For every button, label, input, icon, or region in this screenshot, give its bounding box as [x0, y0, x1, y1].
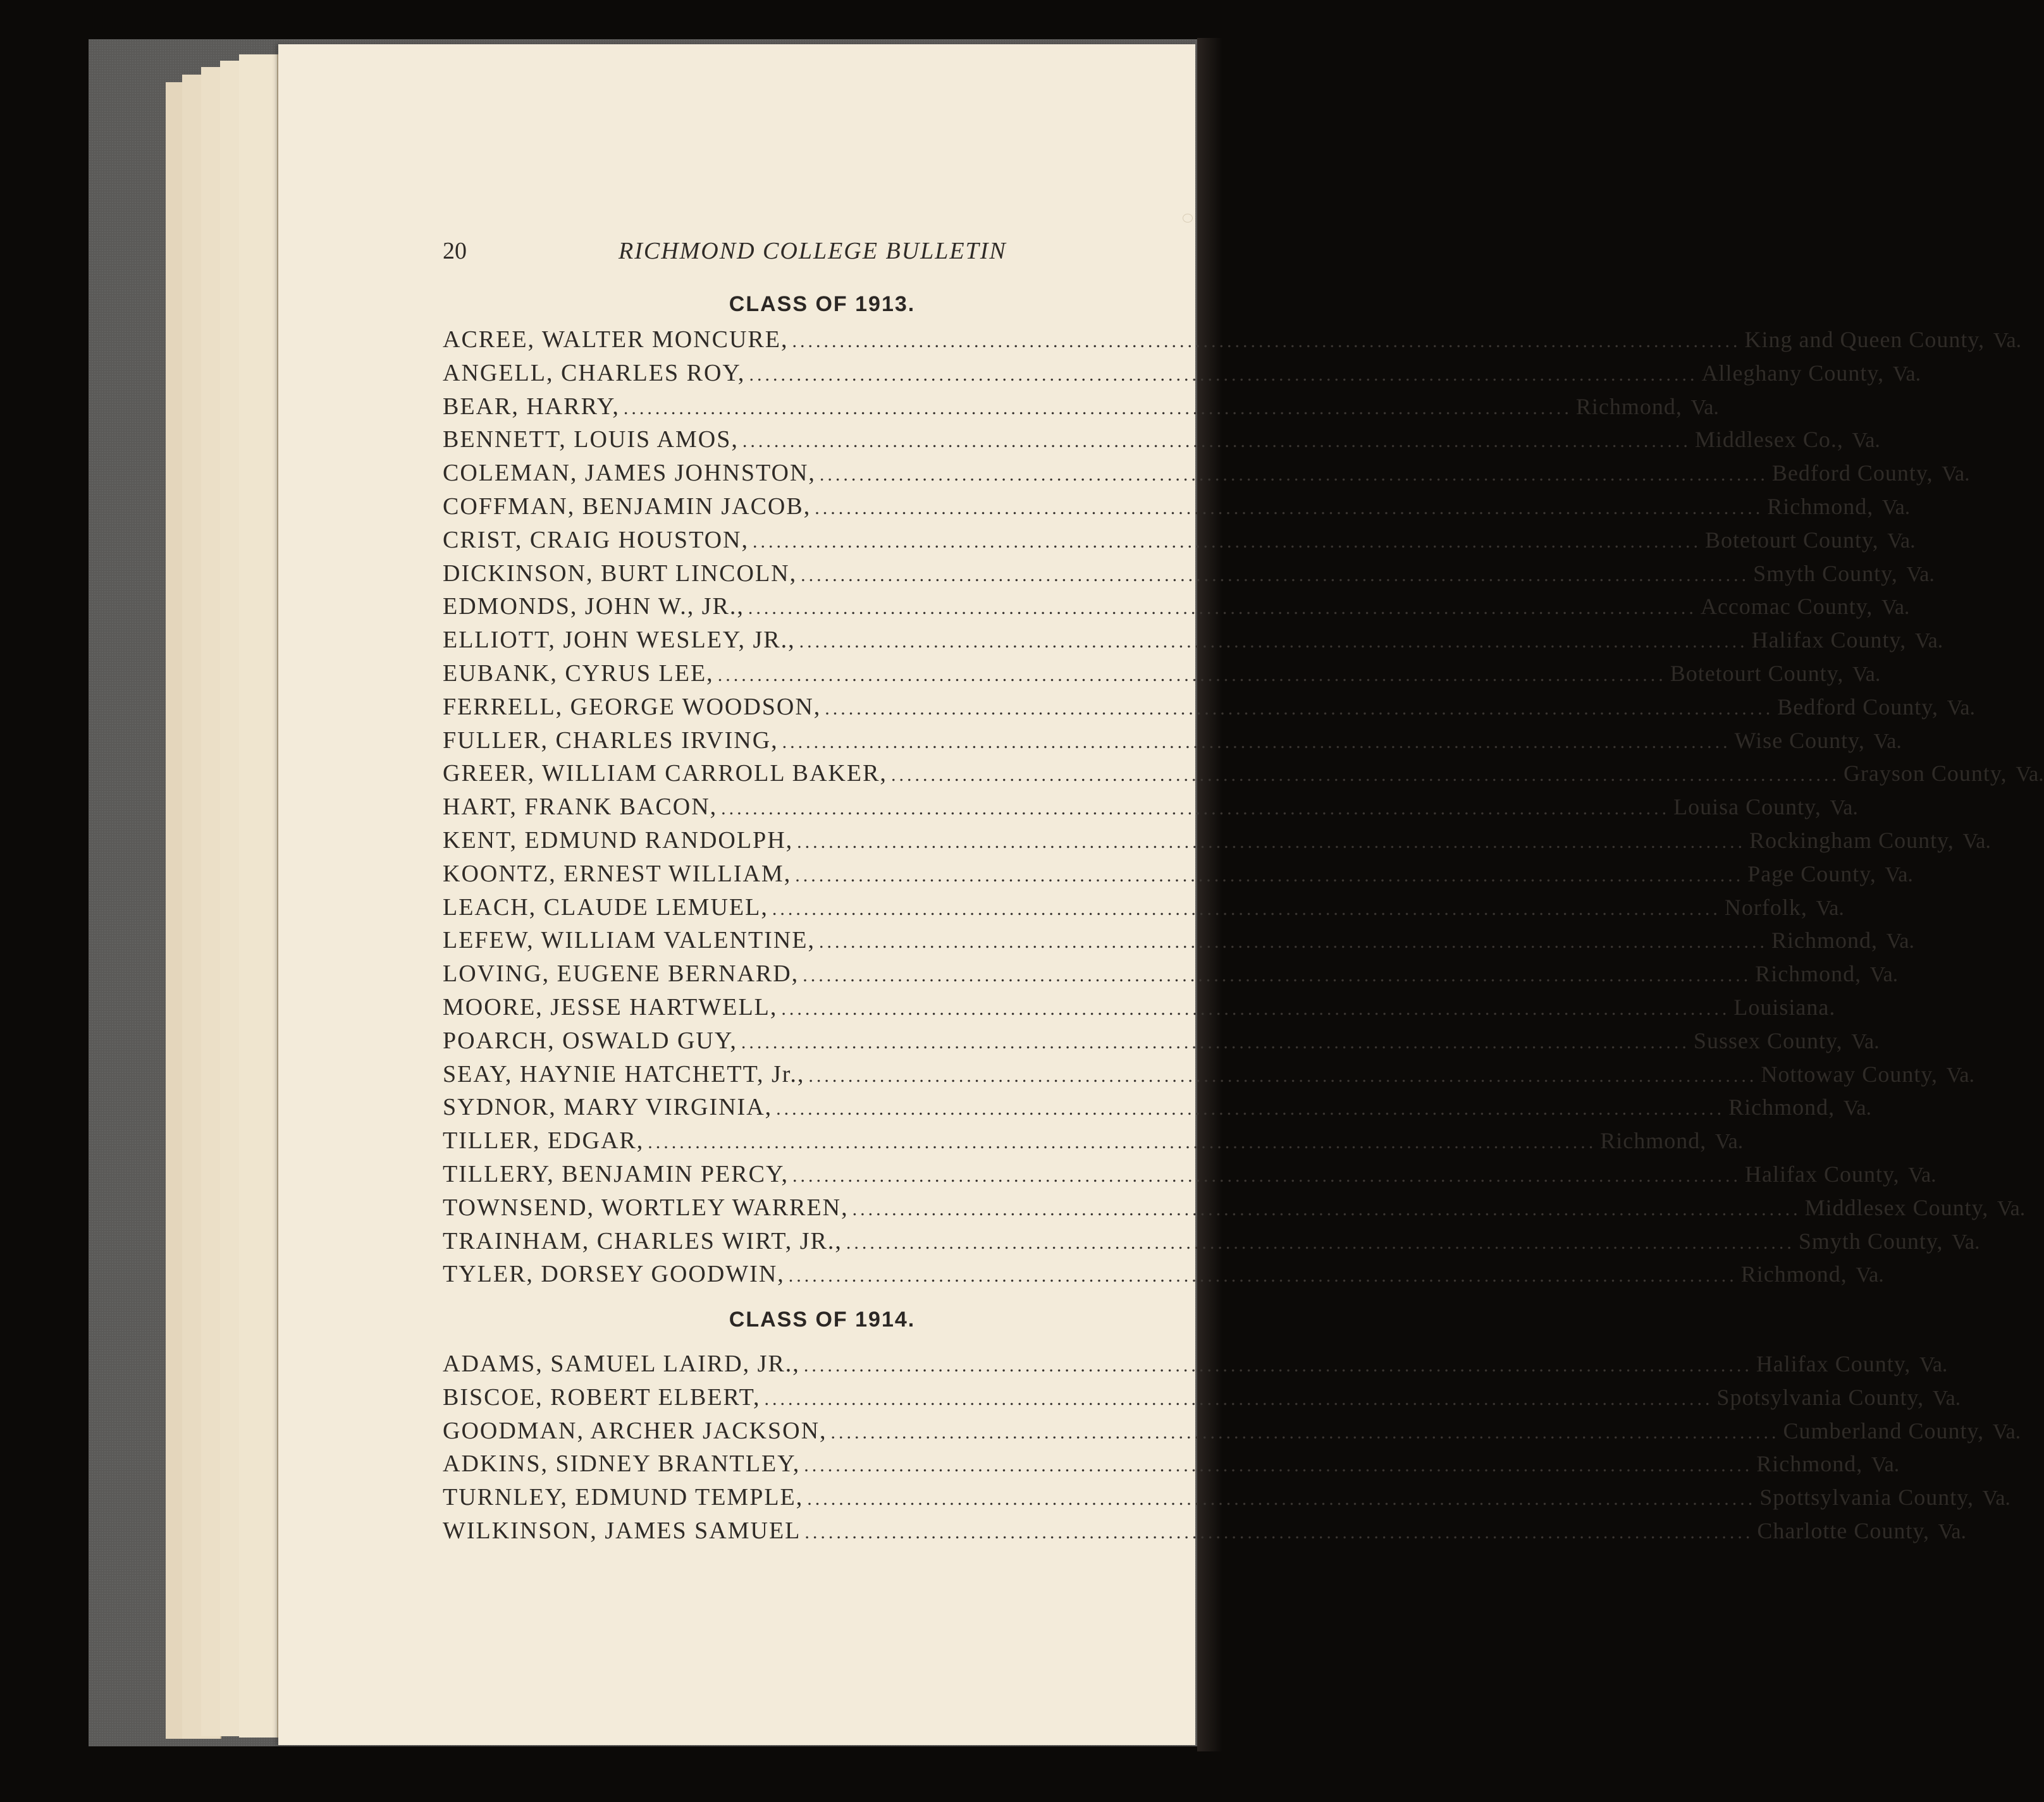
class-1914-list — [443, 1350, 2021, 1550]
page-edge — [239, 54, 278, 1738]
dot-leader: ........................................................................................................................ — [797, 831, 1746, 852]
student-hometown: Halifax County, — [1751, 627, 1907, 653]
dot-leader: ........................................................................................................................ — [752, 530, 1701, 552]
student-name: LEFEW, WILLIAM VALENTINE, — [443, 927, 815, 954]
student-hometown: Charlotte County, — [1757, 1517, 1930, 1543]
student-row — [443, 459, 1970, 493]
student-name: ANGELL, CHARLES ROY, — [443, 359, 746, 386]
student-row — [443, 1450, 1900, 1483]
student-row — [443, 893, 1844, 927]
student-hometown: Spotsylvania County, — [1716, 1384, 1924, 1410]
student-name: SEAY, HAYNIE HATCHETT, Jr., — [443, 1060, 805, 1088]
student-state: Va. — [1881, 495, 1911, 519]
student-hometown: Richmond, — [1740, 1261, 1847, 1287]
student-row — [443, 1260, 1884, 1294]
student-state: Va. — [1938, 1519, 1967, 1543]
student-name: CRIST, CRAIG HOUSTON, — [443, 526, 749, 553]
student-row — [443, 1060, 1974, 1094]
student-row — [443, 393, 1719, 426]
dot-leader: ........................................................................................................................ — [818, 931, 1768, 953]
student-hometown: Nottoway County, — [1761, 1061, 1938, 1087]
student-row — [443, 860, 1913, 893]
student-name: ACREE, WALTER MONCURE, — [443, 326, 789, 353]
student-state: Va. — [1715, 1130, 1744, 1154]
dot-leader: ........................................................................................................................ — [795, 864, 1744, 886]
dot-leader: ........................................................................................................................ — [717, 664, 1666, 685]
student-row — [443, 1160, 1936, 1194]
student-state: Va. — [1843, 1096, 1872, 1120]
student-name: WILKINSON, JAMES SAMUEL — [443, 1517, 801, 1544]
student-state: Va. — [1852, 429, 1880, 453]
dot-leader: ........................................................................................................................ — [792, 331, 1741, 352]
student-name: GREER, WILLIAM CARROLL BAKER, — [443, 760, 887, 787]
student-name: FERRELL, GEORGE WOODSON, — [443, 693, 822, 720]
student-state: Va. — [1952, 1230, 1980, 1254]
student-name: ADAMS, SAMUEL LAIRD, JR., — [443, 1351, 800, 1377]
dot-leader: ........................................................................................................................ — [764, 1388, 1713, 1409]
student-state: Va. — [1886, 929, 1914, 953]
dot-leader: ........................................................................................................................ — [815, 497, 1764, 518]
student-name: COLEMAN, JAMES JOHNSTON, — [443, 460, 816, 487]
student-hometown: Accomac County, — [1700, 594, 1873, 620]
student-row — [443, 1517, 1967, 1550]
student-state: Va. — [1885, 862, 1913, 886]
student-row — [443, 560, 1935, 593]
student-row — [443, 326, 2022, 359]
dot-leader: ........................................................................................................................ — [721, 798, 1670, 819]
student-row — [443, 426, 1880, 459]
dot-leader: ........................................................................................................................ — [799, 631, 1748, 653]
student-name: ELLIOTT, JOHN WESLEY, JR., — [443, 627, 796, 654]
student-state: Va. — [1942, 462, 1970, 486]
student-name: EUBANK, CYRUS LEE, — [443, 659, 714, 687]
student-hometown: Richmond, — [1575, 393, 1682, 419]
student-name: DICKINSON, BURT LINCOLN, — [443, 560, 797, 587]
student-row — [443, 960, 1899, 993]
student-row — [443, 926, 1914, 960]
dot-leader: ........................................................................................................................ — [803, 965, 1752, 986]
student-hometown: Alleghany County, — [1701, 360, 1885, 386]
student-hometown: Wise County, — [1734, 727, 1865, 753]
student-name: TRAINHAM, CHARLES WIRT, JR., — [443, 1227, 842, 1254]
class-1913-list — [443, 326, 2044, 1294]
student-name: FULLER, CHARLES IRVING, — [443, 726, 779, 754]
student-state: Va. — [1946, 1063, 1974, 1087]
student-row — [443, 993, 1836, 1027]
student-row — [443, 826, 1991, 860]
dot-leader: ........................................................................................................................ — [776, 1098, 1725, 1120]
student-hometown: Richmond, — [1771, 928, 1878, 953]
dot-leader: ........................................................................................................................ — [819, 464, 1768, 486]
student-name: TOWNSEND, WORTLEY WARREN, — [443, 1194, 849, 1221]
dot-leader: ........................................................................................................................ — [846, 1232, 1795, 1253]
student-name: BISCOE, ROBERT ELBERT, — [443, 1383, 761, 1411]
student-state: Va. — [1906, 562, 1935, 586]
student-hometown: Halifax County, — [1745, 1161, 1900, 1187]
student-hometown: Richmond, — [1756, 1451, 1863, 1477]
student-name: LOVING, EUGENE BERNARD, — [443, 960, 799, 988]
student-state: Va. — [1851, 1029, 1880, 1053]
student-name: SYDNOR, MARY VIRGINIA, — [443, 1094, 773, 1121]
student-state: Va. — [1869, 963, 1899, 987]
dot-leader: ........................................................................................................................ — [781, 998, 1730, 1019]
student-state: Va. — [1690, 395, 1719, 419]
student-name: TILLER, EDGAR, — [443, 1127, 644, 1155]
dot-leader: ........................................................................................................................ — [741, 1031, 1690, 1053]
student-state: Va. — [1871, 1453, 1900, 1477]
student-row — [443, 1194, 2026, 1227]
class-1914-heading: CLASS OF 1914. — [729, 1308, 916, 1332]
student-name: POARCH, OSWALD GUY, — [443, 1027, 737, 1054]
student-state: Va. — [1914, 629, 1943, 653]
student-hometown: Rockingham County, — [1749, 827, 1954, 853]
student-hometown: Halifax County, — [1756, 1351, 1911, 1376]
student-state: Va. — [1932, 1386, 1961, 1410]
dot-leader: ........................................................................................................................ — [803, 1355, 1752, 1376]
student-name: COFFMAN, BENJAMIN JACOB, — [443, 493, 811, 520]
student-hometown: Smyth County, — [1753, 560, 1898, 586]
student-state: Va. — [1993, 329, 2022, 352]
student-hometown: Louisa County, — [1673, 794, 1821, 820]
student-hometown: Middlesex County, — [1804, 1194, 1989, 1220]
dot-leader: ........................................................................................................................ — [772, 898, 1721, 919]
paper-blemish — [1183, 214, 1193, 223]
student-row — [443, 793, 1858, 826]
dot-leader: ........................................................................................................................ — [808, 1065, 1758, 1086]
student-state: Va. — [1881, 596, 1910, 620]
student-row — [443, 1350, 1948, 1383]
student-state: Va. — [1852, 662, 1881, 686]
class-1913-heading: CLASS OF 1913. — [729, 292, 916, 316]
student-state: Va. — [1908, 1163, 1936, 1187]
student-row — [443, 1417, 2021, 1450]
student-hometown: Middlesex Co., — [1694, 427, 1844, 453]
student-hometown: Bedford County, — [1771, 460, 1933, 486]
student-name: HART, FRANK BACON, — [443, 794, 718, 821]
dot-leader: ........................................................................................................................ — [749, 364, 1698, 385]
student-state: Va. — [1982, 1486, 2010, 1511]
student-name: BENNETT, LOUIS AMOS, — [443, 426, 739, 453]
student-state: Va. — [1919, 1353, 1948, 1376]
student-state: Va. — [2016, 763, 2044, 787]
student-hometown: Bedford County, — [1777, 694, 1938, 720]
running-title: RICHMOND COLLEGE BULLETIN — [619, 238, 1007, 264]
student-hometown: Page County, — [1747, 861, 1876, 886]
student-hometown: Norfolk, — [1724, 894, 1807, 920]
student-row — [443, 1227, 1980, 1261]
student-hometown: Grayson County, — [1843, 761, 2007, 787]
student-name: GOODMAN, ARCHER JACKSON, — [443, 1417, 827, 1444]
student-hometown: Louisiana. — [1733, 994, 1836, 1020]
student-hometown: Botetourt County, — [1704, 527, 1879, 553]
student-state: Va. — [1992, 1419, 2021, 1443]
dot-leader: ........................................................................................................................ — [852, 1198, 1801, 1220]
student-name: ADKINS, SIDNEY BRANTLEY, — [443, 1450, 801, 1478]
student-row — [443, 1027, 1880, 1060]
dot-leader: ........................................................................................................................ — [742, 431, 1691, 452]
student-state: Va. — [1873, 729, 1902, 753]
student-name: LEACH, CLAUDE LEMUEL, — [443, 893, 768, 921]
dot-leader: ........................................................................................................................ — [648, 1132, 1597, 1153]
student-state: Va. — [1997, 1196, 2026, 1220]
student-hometown: Richmond, — [1728, 1094, 1835, 1120]
dot-leader: ........................................................................................................................ — [804, 1521, 1754, 1543]
student-state: Va. — [1892, 362, 1921, 386]
student-row — [443, 493, 1911, 526]
student-name: TILLERY, BENJAMIN PERCY, — [443, 1160, 789, 1187]
student-name: EDMONDS, JOHN W., JR., — [443, 593, 744, 620]
student-row — [443, 1127, 1744, 1160]
dot-leader: ........................................................................................................................ — [792, 1165, 1741, 1186]
student-row — [443, 759, 2044, 793]
dot-leader: ........................................................................................................................ — [804, 1455, 1753, 1476]
dot-leader: ........................................................................................................................ — [830, 1421, 1780, 1443]
student-name: TURNLEY, EDMUND TEMPLE, — [443, 1484, 804, 1511]
dot-leader: ........................................................................................................................ — [788, 1265, 1737, 1287]
student-hometown: Richmond, — [1767, 493, 1874, 519]
student-state: Va. — [1887, 529, 1916, 553]
student-hometown: Richmond, — [1600, 1128, 1707, 1154]
dot-leader: ........................................................................................................................ — [890, 764, 1840, 786]
student-state: Va. — [1816, 896, 1844, 920]
page-header — [443, 237, 1202, 269]
student-hometown: Sussex County, — [1693, 1027, 1843, 1053]
student-name: TYLER, DORSEY GOODWIN, — [443, 1261, 785, 1288]
dot-leader: ........................................................................................................................ — [807, 1488, 1756, 1510]
student-row — [443, 626, 1943, 659]
student-row — [443, 1093, 1872, 1127]
student-hometown: Cumberland County, — [1783, 1418, 1985, 1443]
dot-leader: ........................................................................................................................ — [782, 731, 1731, 752]
dot-leader: ........................................................................................................................ — [801, 564, 1750, 585]
student-name: KOONTZ, ERNEST WILLIAM, — [443, 860, 792, 887]
student-row — [443, 359, 1921, 393]
student-hometown: Smyth County, — [1798, 1228, 1943, 1254]
student-name: BEAR, HARRY, — [443, 393, 620, 420]
student-name: KENT, EDMUND RANDOLPH, — [443, 826, 794, 854]
student-hometown: Richmond, — [1755, 961, 1862, 987]
student-state: Va. — [1962, 829, 1991, 853]
dot-leader: ........................................................................................................................ — [748, 598, 1697, 619]
student-row — [443, 726, 1902, 760]
student-row — [443, 693, 1975, 726]
student-row — [443, 1383, 1961, 1417]
student-state: Va. — [1947, 696, 1975, 720]
student-hometown: Spottsylvania County, — [1759, 1485, 1974, 1511]
student-state: Va. — [1856, 1263, 1884, 1287]
dot-leader: ........................................................................................................................ — [825, 697, 1774, 719]
student-name: MOORE, JESSE HARTWELL, — [443, 993, 778, 1021]
student-hometown: King and Queen County, — [1744, 327, 1985, 352]
student-row — [443, 592, 1910, 626]
student-row — [443, 659, 1881, 693]
student-state: Va. — [1830, 796, 1858, 820]
student-row — [443, 526, 1916, 560]
student-row — [443, 1483, 2010, 1517]
page-number: 20 — [443, 238, 467, 264]
dot-leader: ........................................................................................................................ — [623, 397, 1572, 419]
student-hometown: Botetourt County, — [1670, 660, 1844, 686]
